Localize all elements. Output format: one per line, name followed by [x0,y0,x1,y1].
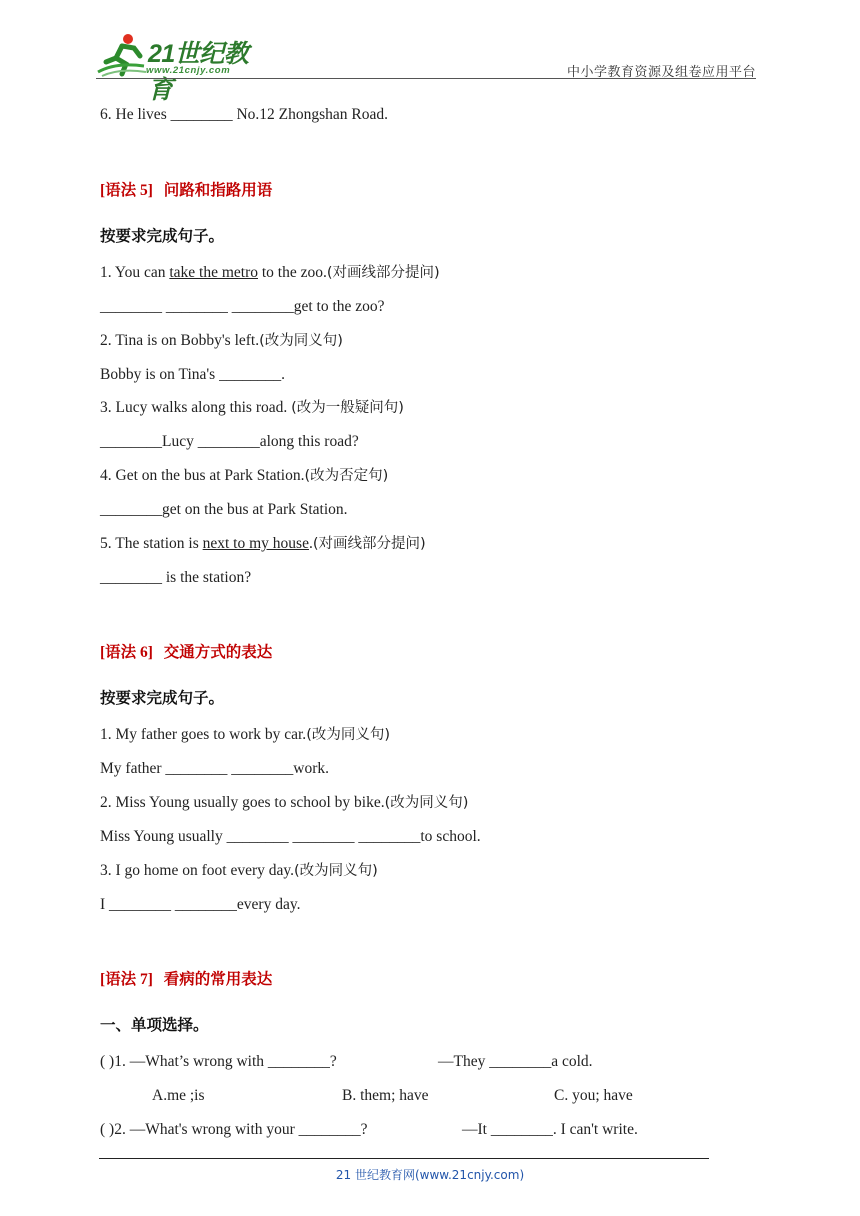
page-header [0,0,860,104]
question-note: (改为一般疑问句) [291,400,404,416]
section-title: 交通方式的表达 [163,643,273,661]
site-logo[interactable] [96,32,266,104]
question-line: 4. Get on the bus at Park Station.(改为否定句) [100,467,389,484]
section-instruction: 按要求完成句子。 [100,689,225,707]
section-tag: [语法 5] [100,182,153,199]
footer-link[interactable]: 21 世纪教育网(www.21cnjy.com) [335,1168,525,1182]
runner-logo-icon [96,32,148,78]
section-heading-7 [100,969,272,990]
header-platform-text: 中小学教育资源及组卷应用平台 [566,65,756,80]
answer-line: Miss Young usually ________ ________ ________to school. [100,828,481,845]
answer-line: My father ________ ________work. [100,760,330,777]
footer-divider [99,1158,709,1159]
logo-text: 21世纪教育 [148,40,249,104]
header-divider [96,78,756,79]
mc-question-1 [100,1052,337,1072]
section-title: 看病的常用表达 [163,970,273,988]
section-instruction: 按要求完成句子。 [100,227,225,245]
question-line: 1. My father goes to work by car.(改为同义句) [100,726,391,743]
question-line: 3. Lucy walks along this road. (改为一般疑问句) [100,399,404,416]
mc-question-2 [100,1120,368,1140]
section-title: 问路和指路用语 [163,181,273,199]
question-note: (对画线部分提问) [312,536,426,552]
answer-line: ________Lucy ________along this road? [100,433,359,450]
answer-line: I ________ ________every day. [100,896,301,913]
underlined-phrase: take the metro [169,264,258,281]
mc-option-b: B. them; have [342,1087,429,1104]
mc-response-text: —They ________a cold. [438,1053,593,1070]
answer-line: ________ ________ ________get to the zoo? [100,298,385,315]
question-note: (改为否定句) [304,468,389,484]
answer-bracket: ( ) [100,1121,115,1138]
question-note: (改为同义句) [306,727,391,743]
question-line: 2. Miss Young usually goes to school by bike.(改为同义句) [100,794,469,811]
underlined-phrase: next to my house [202,535,309,552]
question-line: 1. You can take the metro to the zoo.(对画线部分提问) [100,264,440,281]
question-note: (对画线部分提问) [326,265,440,281]
section-tag: [语法 6] [100,644,153,661]
question-line: 6. He lives ________ No.12 Zhongshan Road. [100,106,389,123]
question-note: (改为同义句) [384,795,469,811]
question-line: 3. I go home on foot every day.(改为同义句) [100,862,378,879]
question-note: (改为同义句) [259,333,343,349]
mc-question-text: 2. —What's wrong with your ________? [114,1121,368,1138]
question-line: 5. The station is next to my house.(对画线部分提问) [100,535,426,552]
question-note: (改为同义句) [294,863,378,879]
question-line: 2. Tina is on Bobby's left.(改为同义句) [100,332,343,349]
answer-line: Bobby is on Tina's ________. [100,366,285,383]
answer-line: ________ is the station? [100,569,252,586]
mc-question-text: 1. —What’s wrong with ________? [114,1053,337,1070]
section-tag: [语法 7] [100,971,153,988]
answer-line: ________get on the bus at Park Station. [100,501,348,518]
section-heading-5 [100,180,272,201]
section-instruction: 一、单项选择。 [100,1016,209,1034]
answer-bracket: ( ) [100,1053,115,1070]
logo-url: www.21cnjy.com [146,65,231,76]
mc-option-a: A.me ;is [152,1087,205,1104]
mc-response-text: —It ________. I can't write. [462,1121,638,1138]
section-heading-6 [100,642,272,663]
mc-option-c: C. you; have [554,1087,633,1104]
